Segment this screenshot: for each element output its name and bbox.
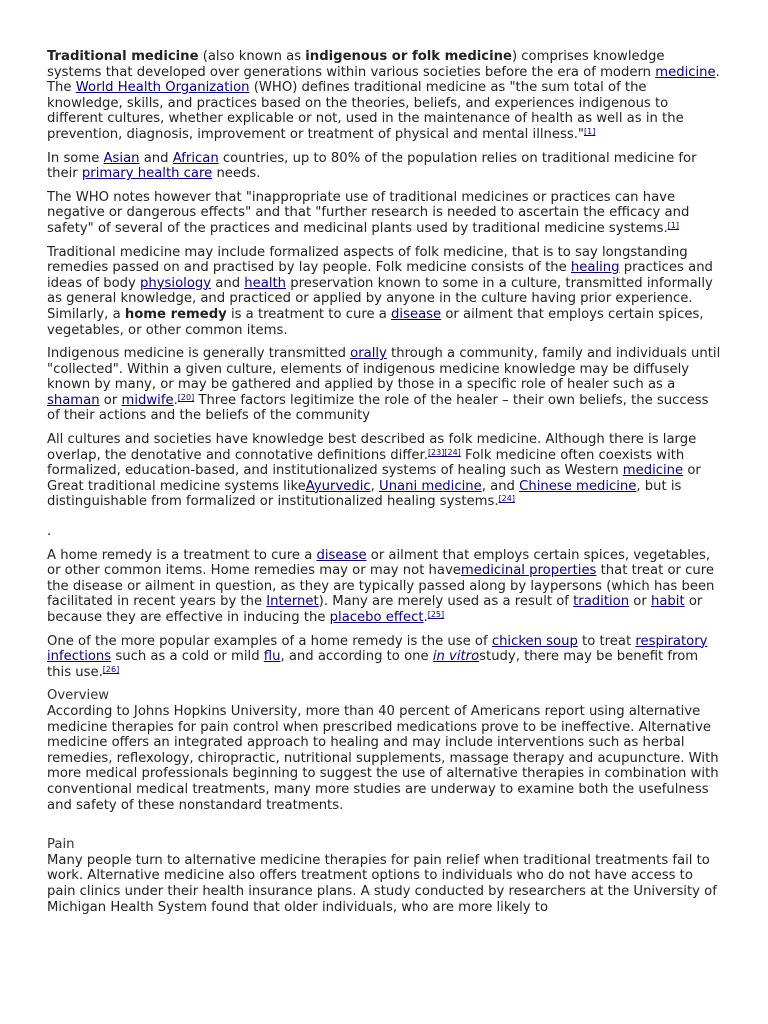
link-primary-health-care[interactable]: primary health care: [81, 166, 213, 182]
citation-24[interactable]: [24]: [444, 447, 461, 457]
citation-1[interactable]: [1]: [667, 220, 679, 230]
term-traditional-medicine: Traditional medicine: [47, 49, 199, 64]
link-health[interactable]: health: [244, 275, 287, 291]
pain-heading: Pain: [47, 837, 75, 853]
link-disease[interactable]: disease: [316, 547, 367, 563]
overview-heading: Overview: [47, 688, 110, 704]
link-internet[interactable]: Internet: [266, 594, 319, 610]
link-healing[interactable]: healing: [570, 260, 620, 276]
link-midwife[interactable]: midwife: [121, 392, 174, 408]
link-tradition[interactable]: tradition: [573, 594, 630, 610]
article-body: [47, 49, 723, 923]
paragraph-home-remedy: A home remedy is a treatment to cure a disease or ailment that employs certain spices, vegetables, or other common items. Home remedies may or may not havemedicinal properties that treat or cure the disease or ailment in question, as they are typically passed along by laypersons (which has been facilitated in recent years by the Internet). Many are merely used as a result of tradition or habit or because they are effective in inducing the placebo effect.[25]: [47, 547, 715, 625]
pain-text: Many people turn to alternative medicine therapies for pain relief when traditional treatments fail to work. Alternative medicine also offers treatment options to individuals who do not have access to pain clinics under their health insurance plans. A study conducted by researchers at the University of Michigan Health System found that older individuals, who are more likely to: [47, 852, 717, 915]
link-placebo-effect[interactable]: placebo effect: [329, 610, 424, 625]
link-disease[interactable]: disease: [391, 306, 442, 322]
paragraph-indigenous-medicine: Indigenous medicine is generally transmitted orally through a community, family and individuals until "collected". Within a given culture, elements of indigenous medicine knowledge may be diffusely known by many, or may be gathered and applied by those in a specific role of healer such as a shaman or midwife.[20] Three factors legitimize the role of the healer – their own beliefs, the success of their actions and the beliefs of the community: [47, 346, 721, 424]
link-medicine[interactable]: medicine: [655, 64, 716, 80]
citation-20[interactable]: [20]: [177, 392, 195, 402]
paragraph-folk-medicine: Traditional medicine may include formalized aspects of folk medicine, that is to say longstanding remedies passed on and practised by lay people. Folk medicine consists of the healing practices and ideas of body physiology and health preservation known to some in a culture, transmitted informally as general knowledge, and practiced or applied by anyone in the culture having prior experience. Similarly, a home remedy is a treatment to cure a disease or ailment that employs certain spices, vegetables, or other common items.: [47, 244, 713, 338]
citation-23[interactable]: [23]: [427, 447, 445, 457]
link-chinese-medicine[interactable]: Chinese medicine: [519, 478, 637, 494]
link-medicine[interactable]: medicine: [622, 463, 684, 479]
link-ayurvedic[interactable]: Ayurvedic: [305, 478, 371, 494]
overview-text: According to Johns Hopkins University, more than 40 percent of Americans report using alternative medicine therapies for pain control when prescribed medications prove to be ineffective. Alternative medicine offers an integrated approach to healing and may include interventions such as herbal remedies, reflexology, chiropractic, nutritional supplements, massage therapy and acupuncture. With more medical professionals beginning to suggest the use of alternative therapies in combination with conventional medical treatments, many more studies are underway to examine both the usefulness and safety of these nonstandard treatments.: [47, 703, 719, 813]
link-habit[interactable]: habit: [650, 594, 685, 610]
citation-24[interactable]: [24]: [498, 494, 515, 504]
link-asian[interactable]: Asian: [103, 150, 140, 166]
link-orally[interactable]: orally: [350, 346, 387, 362]
term-indigenous-folk-medicine: indigenous or folk medicine: [305, 49, 512, 64]
citation-26[interactable]: [26]: [102, 664, 120, 674]
link-world-health-organization[interactable]: World Health Organization: [75, 80, 250, 96]
link-flu[interactable]: flu: [263, 649, 281, 665]
link-chicken-soup[interactable]: chicken soup: [491, 633, 578, 649]
link-african[interactable]: African: [172, 150, 219, 166]
spacer: [47, 821, 723, 837]
citation-1[interactable]: [1]: [584, 126, 596, 136]
separator-dot: .: [47, 524, 52, 540]
link-medicinal-properties[interactable]: medicinal properties: [460, 563, 597, 579]
paragraph-chicken-soup: One of the more popular examples of a home remedy is the use of chicken soup to treat respiratory infections such as a cold or mild flu, and according to one in vitrostudy, there may be benefit from this use.[26]: [47, 633, 708, 680]
link-physiology[interactable]: physiology: [140, 275, 212, 291]
paragraph-who-notes: The WHO notes however that "inappropriate use of traditional medicines or practices can have negative or dangerous effects" and that "further research is needed to ascertain the efficacy and safety" of several of the practices and medicinal plants used by traditional medicine systems.[1]: [47, 189, 690, 236]
paragraph-cultures: All cultures and societies have knowledge best described as folk medicine. Although there is large overlap, the denotative and connotative definitions differ.[23][24] Folk medicine often coexists with formalized, education-based, and institutionalized systems of healing such as Western medicine or Great traditional medicine systems likeAyurvedic, Unani medicine, and Chinese medicine, but is distinguishable from formalized or institutionalized healing systems.[24]: [47, 432, 701, 510]
link-in-vitro[interactable]: in vitro: [432, 649, 480, 665]
link-shaman[interactable]: shaman: [47, 392, 100, 408]
link-unani-medicine[interactable]: Unani medicine: [379, 478, 482, 494]
link-infections[interactable]: infections: [47, 649, 112, 665]
paragraph-population: In some Asian and African countries, up to 80% of the population relies on traditional medicine for their primary health care needs.: [47, 150, 697, 182]
citation-25[interactable]: [25]: [427, 610, 445, 619]
term-home-remedy: home remedy: [124, 306, 227, 322]
link-respiratory[interactable]: respiratory: [635, 633, 708, 649]
paragraph-definition: Traditional medicine (also known as indigenous or folk medicine) comprises knowledge systems that developed over generations within various societies before the era of modern medicine. The World Health Organization (WHO) defines traditional medicine as "the sum total of the knowledge, skills, and practices based on the theories, beliefs, and experiences indigenous to different cultures, whether explicable or not, used in the maintenance of health as well as in the prevention, diagnosis, improvement or treatment of physical and mental illness."[1]: [47, 49, 720, 142]
